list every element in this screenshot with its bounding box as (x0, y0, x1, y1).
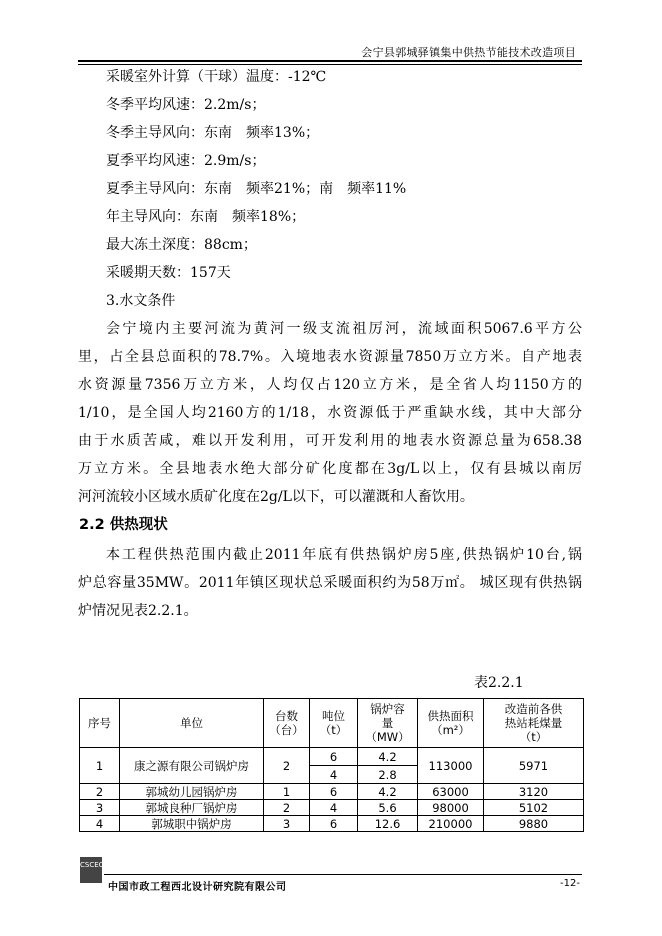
cell-no: 3 (80, 800, 120, 816)
paragraph-line: 万立方米。全县地表水绝大部分矿化度都在3g/L以上，仅有县城以南厉 (78, 461, 582, 477)
climate-line: 最大冻土深度：88cm； (106, 237, 257, 253)
cell-no: 4 (80, 816, 120, 832)
cell-capacity: 5.6 (358, 800, 418, 816)
cell-area: 210000 (418, 816, 484, 832)
cell-area: 113000 (418, 748, 484, 784)
cell-coal: 9880 (484, 816, 584, 832)
cell-count: 3 (264, 816, 310, 832)
header-count (264, 699, 310, 748)
boiler-table (79, 698, 584, 832)
table-row (80, 800, 584, 816)
header-capacity-unit: （MW） (365, 730, 410, 744)
cell-unit: 康之源有限公司锅炉房 (120, 748, 264, 784)
cell-capacity: 4.2 (358, 784, 418, 800)
paragraph-line: 由于水质苦咸，难以开发利用，可开发利用的地表水资源总量为658.38 (78, 433, 582, 449)
paragraph-line: 1/10，是全国人均2160方的1/18，水资源低于严重缺水线，其中大部分 (78, 405, 582, 421)
footer-rule (104, 874, 582, 875)
header-tonnage (310, 699, 358, 748)
paragraph-line: 水资源量7356万立方米，人均仅占120立方米，是全省人均1150方的 (78, 377, 582, 393)
cell-count: 2 (264, 748, 310, 784)
header-area-unit: （m²） (431, 723, 470, 737)
climate-line: 冬季主导风向：东南 频率13%； (106, 125, 320, 141)
table-header-row (80, 699, 584, 748)
header-area (418, 699, 484, 748)
cell-coal: 5971 (484, 748, 584, 784)
paragraph-line: 会宁境内主要河流为黄河一级支流祖厉河，流域面积5067.6平方公 (106, 321, 582, 337)
cell-count: 2 (264, 800, 310, 816)
table-row (80, 784, 584, 800)
header-capacity-line: 锅炉容 (370, 702, 405, 716)
cell-tonnage: 4 (310, 800, 358, 816)
cell-area: 63000 (418, 784, 484, 800)
header-count-unit: （台） (269, 723, 304, 737)
cell-unit: 郭城职中锅炉房 (120, 816, 264, 832)
climate-line: 采暖期天数：157天 (106, 265, 231, 281)
header-capacity (358, 699, 418, 748)
table-row (80, 816, 584, 832)
header-coal-line: 改造前各供 (504, 702, 563, 716)
cell-tonnage: 6 (310, 784, 358, 800)
paragraph-line: 河河流较小区域水质矿化度在2g/L以下，可以灌溉和人畜饮用。 (78, 489, 474, 505)
header-rule (78, 60, 582, 62)
cell-capacity: 12.6 (358, 816, 418, 832)
cell-tonnage: 4 (310, 766, 358, 784)
climate-line: 年主导风向：东南 频率18%； (106, 209, 306, 225)
paragraph-line: 本工程供热范围内截止2011年底有供热锅炉房5座,供热锅炉10台,锅 (106, 547, 582, 563)
paragraph-line: 炉总容量35MW。2011年镇区现状总采暖面积约为58万㎡。 城区现有供热锅 (78, 575, 582, 591)
climate-line: 夏季主导风向：东南 频率21%；南 频率11% (106, 181, 407, 197)
header-tonnage-line: 吨位 (322, 709, 345, 723)
header-area-line: 供热面积 (427, 709, 474, 723)
header-tonnage-unit: （t） (319, 723, 348, 737)
cell-no: 1 (80, 748, 120, 784)
cell-count: 1 (264, 784, 310, 800)
climate-line: 冬季平均风速：2.2m/s； (106, 97, 266, 113)
cell-capacity: 4.2 (358, 748, 418, 766)
cell-unit: 郭城幼儿园锅炉房 (120, 784, 264, 800)
header-unit: 单位 (120, 699, 264, 748)
cell-capacity: 2.8 (358, 766, 418, 784)
paragraph-line: 里，占全县总面积的78.7%。入境地表水资源量7850万立方米。自产地表 (78, 349, 582, 365)
subsection-heading: 3.水文条件 (106, 293, 176, 309)
cell-area: 98000 (418, 800, 484, 816)
header-coal (484, 699, 584, 748)
cell-unit: 郭城良种厂锅炉房 (120, 800, 264, 816)
header-no: 序号 (80, 699, 120, 748)
cell-tonnage: 6 (310, 816, 358, 832)
footer-organization: 中国市政工程西北设计研究院有限公司 (108, 882, 287, 893)
header-rule-thin (78, 64, 582, 65)
header-coal-unit: （t） (519, 730, 548, 744)
cell-coal: 5102 (484, 800, 584, 816)
company-logo: CSCEC (80, 857, 102, 883)
header-capacity-line2: 量 (381, 716, 394, 730)
header-title: 会宁县郭城驿镇集中供热节能技术改造项目 (361, 46, 576, 59)
table-caption: 表2.2.1 (474, 675, 524, 691)
climate-line: 夏季平均风速：2.9m/s； (106, 153, 266, 169)
cell-tonnage: 6 (310, 748, 358, 766)
section-heading: 2.2 供热现状 (79, 517, 168, 533)
page-number: -12- (560, 878, 580, 889)
climate-line: 采暖室外计算（干球）温度：-12℃ (106, 69, 327, 85)
paragraph-line: 炉情况见表2.2.1。 (78, 603, 198, 619)
header-coal-line2: 热站耗煤量 (504, 716, 563, 730)
cell-no: 2 (80, 784, 120, 800)
table-row (80, 748, 584, 766)
header-count-line: 台数 (275, 709, 298, 723)
cell-coal: 3120 (484, 784, 584, 800)
